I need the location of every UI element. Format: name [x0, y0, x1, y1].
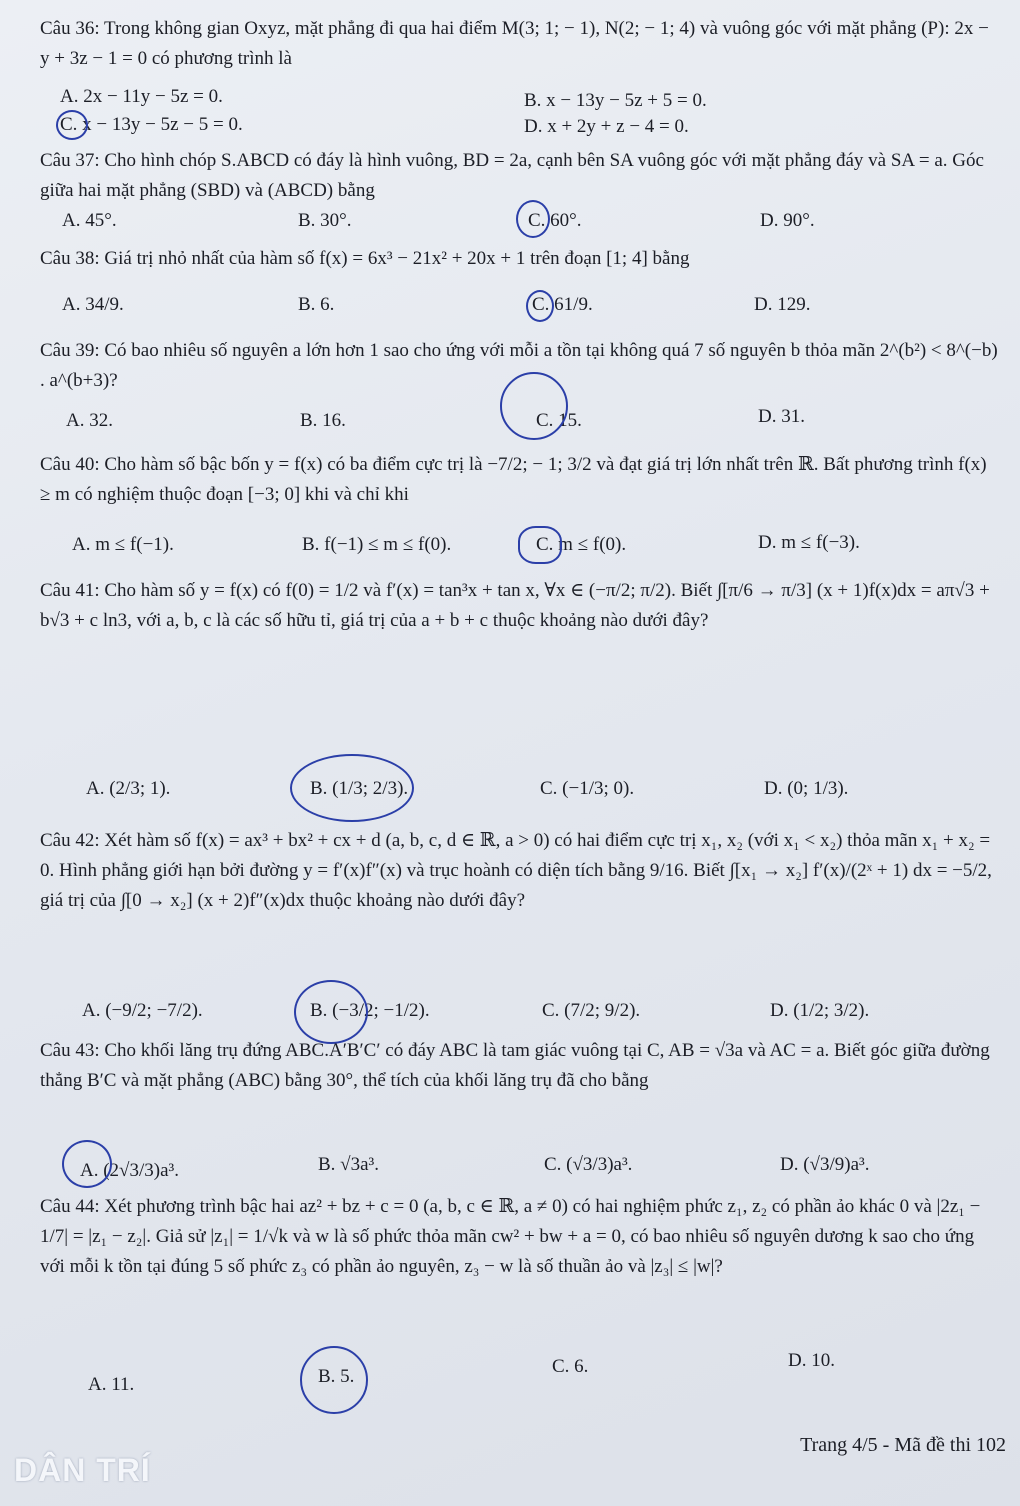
q37-answer-b: B. 30°. — [298, 210, 352, 231]
q39-answer-b: B. 16. — [300, 410, 346, 431]
question-41 — [40, 576, 998, 636]
question-43-text: Câu 43: Cho khối lăng trụ đứng ABC.A′B′C′ có đáy ABC là tam giác vuông tại C, AB = √3a và AC = a. Biết góc giữa đường thẳng B′C và mặt phẳng (ABC) bằng 30°, thể tích của khối lăng trụ đã cho bằng — [40, 1040, 990, 1091]
question-42 — [40, 826, 998, 916]
q36-answer-c: C. x − 13y − 5z − 5 = 0. — [60, 114, 243, 135]
q41-answer-b: B. (1/3; 2/3). — [310, 778, 409, 799]
q43-answer-b: B. √3a³. — [318, 1154, 379, 1175]
q40-answer-a: A. m ≤ f(−1). — [72, 534, 174, 555]
q39-answer-c: C. 15. — [536, 410, 582, 431]
q44-answer-a: A. 11. — [88, 1374, 135, 1395]
q44-answer-d: D. 10. — [788, 1350, 835, 1371]
q40-answer-d: D. m ≤ f(−3). — [758, 532, 860, 553]
question-43 — [40, 1036, 998, 1096]
q44-answer-c: C. 6. — [552, 1356, 589, 1377]
q37-answer-d: D. 90°. — [760, 210, 815, 231]
q38-answer-d: D. 129. — [754, 294, 811, 315]
q37-answer-c: C. 60°. — [528, 210, 582, 231]
watermark-logo: DÂN TRÍ — [14, 1452, 151, 1488]
q40-answer-b: B. f(−1) ≤ m ≤ f(0). — [302, 534, 452, 555]
question-38 — [40, 244, 998, 274]
q42-answer-a: A. (−9/2; −7/2). — [82, 1000, 203, 1021]
q41-answer-a: A. (2/3; 1). — [86, 778, 171, 799]
question-44 — [40, 1192, 998, 1282]
q44-answer-b: B. 5. — [318, 1366, 355, 1387]
q41-answer-c: C. (−1/3; 0). — [540, 778, 635, 799]
q36-answer-b: B. x − 13y − 5z + 5 = 0. — [524, 90, 707, 111]
question-39 — [40, 336, 998, 396]
question-36 — [40, 14, 998, 74]
page-footer: Trang 4/5 - Mã đề thi 102 — [800, 1434, 1006, 1456]
q36-answer-a: A. 2x − 11y − 5z = 0. — [60, 86, 223, 107]
question-40-text: Câu 40: Cho hàm số bậc bốn y = f(x) có ba điểm cực trị là −7/2; − 1; 3/2 và đạt giá trị lớn nhất trên ℝ. Bất phương trình f(x) ≥ m có nghiệm thuộc đoạn [−3; 0] khi và chỉ khi — [40, 454, 987, 505]
q39-answer-d: D. 31. — [758, 406, 805, 427]
q43-answer-a: A. (2√3/3)a³. — [80, 1160, 179, 1181]
q38-answer-b: B. 6. — [298, 294, 335, 315]
q40-answer-c: C. m ≤ f(0). — [536, 534, 627, 555]
question-37 — [40, 146, 998, 206]
q39-answer-a: A. 32. — [66, 410, 113, 431]
q38-answer-a: A. 34/9. — [62, 294, 124, 315]
q37-answer-a: A. 45°. — [62, 210, 117, 231]
question-42-text: Câu 42: Xét hàm số f(x) = ax³ + bx² + cx + d (a, b, c, d ∈ ℝ, a > 0) có hai điểm cực trị x₁, x₂ (với x₁ < x₂) thỏa mãn x₁ + x₂ = 0. Hình phẳng giới hạn bởi đường y = f′(x)f″(x) và trục hoành có diện tích bằng 9/16. Biết ∫[x₁ → x₂] f′(x)/(2ˣ + 1) dx = −5/2, giá trị của ∫[0 → x₂] (x + 2)f″(x)dx thuộc khoảng nào dưới đây? — [40, 830, 992, 911]
q41-answer-d: D. (0; 1/3). — [764, 778, 849, 799]
question-36-text: Câu 36: Trong không gian Oxyz, mặt phẳng đi qua hai điểm M(3; 1; − 1), N(2; − 1; 4) và vuông góc với mặt phẳng (P): 2x − y + 3z − 1 = 0 có phương trình là — [40, 18, 989, 69]
q42-answer-d: D. (1/2; 3/2). — [770, 1000, 870, 1021]
question-37-text: Câu 37: Cho hình chóp S.ABCD có đáy là hình vuông, BD = 2a, cạnh bên SA vuông góc với mặt phẳng đáy và SA = a. Góc giữa hai mặt phẳng (SBD) và (ABCD) bằng — [40, 150, 984, 201]
q42-answer-c: C. (7/2; 9/2). — [542, 1000, 641, 1021]
q38-answer-c: C. 61/9. — [532, 294, 593, 315]
q42-answer-b: B. (−3/2; −1/2). — [310, 1000, 430, 1021]
question-38-text: Câu 38: Giá trị nhỏ nhất của hàm số f(x) = 6x³ − 21x² + 20x + 1 trên đoạn [1; 4] bằng — [40, 248, 690, 269]
question-41-text: Câu 41: Cho hàm số y = f(x) có f(0) = 1/2 và f′(x) = tan³x + tan x, ∀x ∈ (−π/2; π/2). Biết ∫[π/6 → π/3] (x + 1)f(x)dx = aπ√3 + b√3 + c ln3, với a, b, c là các số hữu tỉ, giá trị của a + b + c thuộc khoảng nào dưới đây? — [40, 580, 990, 631]
question-44-text: Câu 44: Xét phương trình bậc hai az² + bz + c = 0 (a, b, c ∈ ℝ, a ≠ 0) có hai nghiệm phức z₁, z₂ có phần ảo khác 0 và |2z₁ − 1/7| = |z₁ − z₂|. Giả sử |z₁| = 1/√k và w là số phức thỏa mãn cw² + bw + a = 0, có bao nhiêu số nguyên dương k sao cho ứng với mỗi k tồn tại đúng 5 số phức z₃ có phần ảo nguyên, z₃ − w là số thuần ảo và |z₃| ≤ |w|? — [40, 1196, 981, 1277]
question-39-text: Câu 39: Có bao nhiêu số nguyên a lớn hơn 1 sao cho ứng với mỗi a tồn tại không quá 7 số nguyên b thỏa mãn 2^(b²) < 8^(−b) . a^(b+3)? — [40, 340, 998, 391]
question-40 — [40, 450, 998, 510]
q36-answer-d: D. x + 2y + z − 4 = 0. — [524, 116, 689, 137]
q43-answer-d: D. (√3/9)a³. — [780, 1154, 870, 1175]
q43-answer-c: C. (√3/3)a³. — [544, 1154, 633, 1175]
